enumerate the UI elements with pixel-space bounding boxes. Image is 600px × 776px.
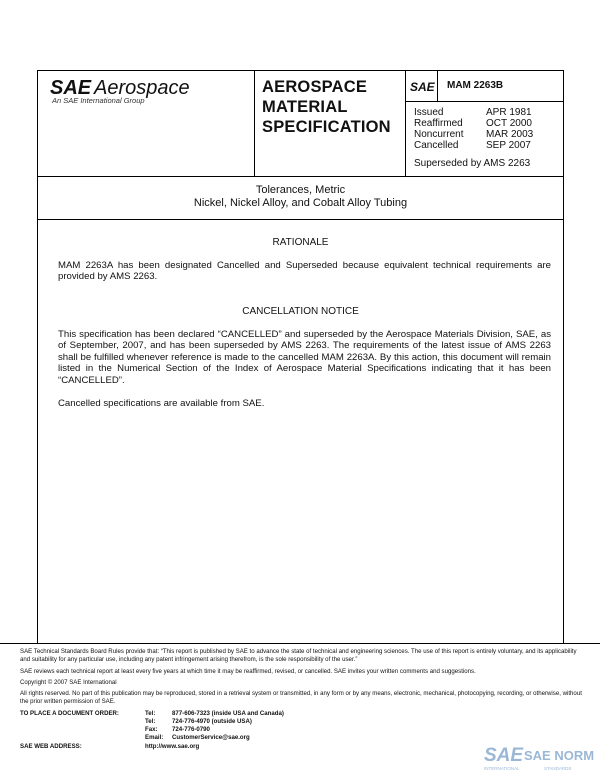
web-address-link[interactable]: http://www.sae.org [145,743,200,750]
cancellation-heading: CANCELLATION NOTICE [242,306,359,317]
header-divider [437,70,438,102]
spec-title-line: SPECIFICATION [262,118,391,136]
document-title-line: Nickel, Nickel Alloy, and Cobalt Alloy Tubing [193,197,408,209]
svg-text:SAE: SAE [484,745,524,766]
date-value: APR 1981 [486,107,532,118]
footer-rule [0,643,600,644]
contact-key: Email: [145,734,164,741]
rationale-heading: RATIONALE [272,237,329,248]
svg-text:SAE: SAE [410,80,435,94]
date-value: SEP 2007 [486,140,531,151]
spec-title-line: AEROSPACE [262,78,368,96]
order-label: TO PLACE A DOCUMENT ORDER: [20,710,119,717]
footer-rules-text: SAE Technical Standards Board Rules provide that: “This report is published by SAE to advance the state of technical and engineering sciences. The use of this report is entirely voluntary, and its applicability and suitability for any particular use, including any patent infringement arising therefrom, is the sole responsibility of the user.” [20,648,577,663]
contact-key: Fax: [145,726,158,733]
date-label: Noncurrent [414,129,464,140]
date-label: Issued [414,107,444,118]
contact-key: Tel: [145,718,156,725]
document-number: MAM 2263B [447,80,504,91]
contact-value: 877-606-7323 (inside USA and Canada) [172,710,284,717]
header-divider [405,101,564,102]
header-divider [254,70,255,177]
footer-review-text: SAE reviews each technical report at least every five years at which time it may be reaffirmed, revised, or cancelled. SAE invites your written comments and suggestions. [20,668,476,675]
footer-copyright: Copyright © 2007 SAE International [20,679,117,686]
svg-text:SAE NORM: SAE NORM [524,748,594,763]
cancellation-paragraph: This specification has been declared “CANCELLED” and superseded by the Aerospace Materials Division, SAE, as of September, 2007, and has been superseded by AMS 2263. The requirements of the latest issue of AMS 2263 shall be fulfilled whenever reference is made to the cancelled MAM 2263A. By this action, this document will remain listed in the Numerical Section of the Index of Aerospace Material Specifications indicating that it has been “CANCELLED”. [58,329,551,386]
document-title-line: Tolerances, Metric [255,184,346,196]
svg-text:Aerospace: Aerospace [94,77,190,99]
date-label: Reaffirmed [414,118,463,129]
logo-subtitle: An SAE International Group [52,96,145,105]
contact-email[interactable]: CustomerService@sae.org [172,734,250,741]
footer-rights-text: All rights reserved. No part of this publication may be reproduced, stored in a retrieval system or transmitted, in any form or by any means, electronic, mechanical, photocopying, recording, or otherwise, without the prior written permission of SAE. [20,690,582,705]
svg-text:INTERNATIONAL: INTERNATIONAL [484,766,520,771]
svg-text:SAE: SAE [50,77,92,99]
date-label: Cancelled [414,140,459,151]
svg-text:STANDARDS: STANDARDS [544,766,572,771]
contact-value: 724-776-4970 (outside USA) [172,718,252,725]
spec-title-line: MATERIAL [262,98,348,116]
contact-value: 724-776-0790 [172,726,210,733]
web-address-label: SAE WEB ADDRESS: [20,743,82,750]
header-divider [405,70,406,177]
body-box [37,220,564,643]
superseded-by: Superseded by AMS 2263 [414,158,531,169]
spec-type-title [262,77,402,137]
date-value: OCT 2000 [486,118,532,129]
sae-norm-watermark [484,742,594,772]
date-value: MAR 2003 [486,129,534,140]
sae-mark-icon [409,78,435,94]
rationale-paragraph: MAM 2263A has been designated Cancelled and Superseded because equivalent technical requirements are provided by AMS 2263. [58,260,551,283]
availability-paragraph: Cancelled specifications are available from SAE. [58,398,265,409]
contact-key: Tel: [145,710,156,717]
